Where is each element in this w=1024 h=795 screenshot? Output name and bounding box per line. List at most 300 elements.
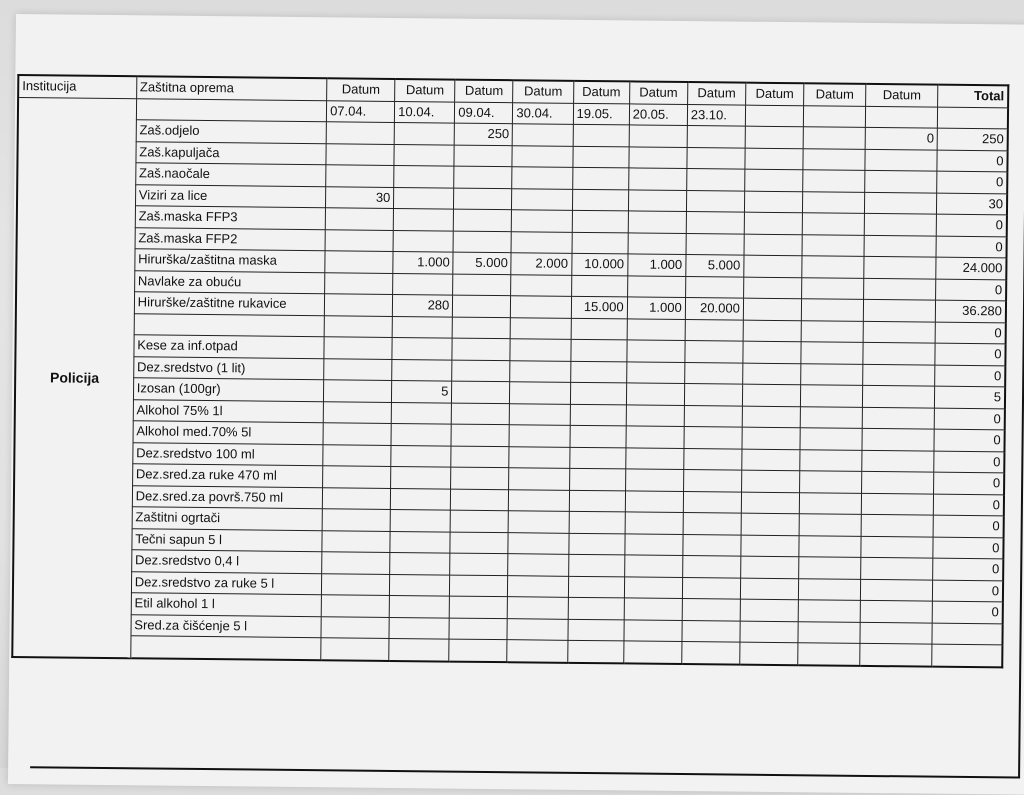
quantity-cell <box>799 557 861 579</box>
quantity-cell <box>801 320 863 342</box>
quantity-cell <box>803 127 865 149</box>
quantity-cell <box>686 212 744 234</box>
quantity-cell <box>454 209 512 231</box>
quantity-cell <box>685 319 743 341</box>
quantity-cell <box>323 466 391 488</box>
quantity-cell <box>390 574 450 596</box>
quantity-cell <box>685 341 743 363</box>
quantity-cell <box>802 277 864 299</box>
quantity-cell <box>860 643 932 666</box>
quantity-cell: 5.000 <box>453 252 511 274</box>
quantity-cell <box>865 149 937 171</box>
quantity-cell <box>740 621 798 643</box>
item-name: Dez.sred.za ruke 470 ml <box>132 464 323 487</box>
total-cell <box>932 644 1002 667</box>
quantity-cell <box>745 126 803 148</box>
quantity-cell <box>682 577 740 599</box>
dates-total-blank <box>938 107 1008 129</box>
quantity-cell <box>572 146 628 168</box>
quantity-cell <box>687 126 745 148</box>
quantity-cell <box>509 425 569 447</box>
quantity-cell <box>322 552 390 574</box>
header-date: Datum <box>455 80 513 103</box>
quantity-cell <box>799 492 861 514</box>
total-cell: 0 <box>935 322 1005 344</box>
item-name: Izosan (100gr) <box>133 378 324 401</box>
quantity-cell <box>568 576 624 598</box>
total-cell: 24.000 <box>936 257 1006 279</box>
quantity-cell <box>626 361 684 383</box>
quantity-cell <box>625 533 683 555</box>
item-name <box>130 636 321 660</box>
quantity-cell <box>389 595 449 617</box>
quantity-cell <box>629 125 687 147</box>
quantity-cell <box>391 488 451 510</box>
item-name: Tečni sapun 5 l <box>132 528 323 551</box>
quantity-cell <box>861 514 933 536</box>
quantity-cell <box>744 234 802 256</box>
quantity-cell <box>452 381 510 403</box>
date-cell: 19.05. <box>573 103 629 125</box>
quantity-cell <box>509 446 569 468</box>
quantity-cell <box>864 213 936 235</box>
quantity-cell <box>864 278 936 300</box>
header-date: Datum <box>804 83 866 106</box>
quantity-cell <box>865 192 937 214</box>
quantity-cell <box>800 449 862 471</box>
total-cell: 0 <box>934 429 1004 451</box>
quantity-cell <box>800 471 862 493</box>
quantity-cell <box>571 275 627 297</box>
quantity-cell <box>803 148 865 170</box>
quantity-cell <box>686 169 744 191</box>
quantity-cell <box>628 211 686 233</box>
quantity-cell <box>860 622 932 644</box>
quantity-cell <box>511 296 571 318</box>
quantity-cell <box>798 578 860 600</box>
quantity-cell <box>623 641 681 664</box>
quantity-cell <box>863 364 935 386</box>
total-cell: 0 <box>937 150 1007 172</box>
quantity-cell <box>454 188 512 210</box>
total-cell: 0 <box>933 515 1003 537</box>
quantity-cell <box>392 337 452 359</box>
quantity-cell: 1.000 <box>393 251 453 273</box>
quantity-cell <box>802 234 864 256</box>
quantity-cell <box>452 338 510 360</box>
quantity-cell <box>567 640 623 663</box>
quantity-cell <box>390 552 450 574</box>
quantity-cell <box>326 122 394 144</box>
quantity-cell <box>627 318 685 340</box>
total-cell: 0 <box>935 365 1005 387</box>
dates-row-blank <box>136 98 327 121</box>
quantity-cell <box>741 556 799 578</box>
quantity-cell <box>570 382 626 404</box>
quantity-cell <box>862 471 934 493</box>
quantity-cell <box>454 166 512 188</box>
quantity-cell <box>392 316 452 338</box>
quantity-cell: 20.000 <box>685 298 743 320</box>
quantity-cell <box>745 169 803 191</box>
document-sheet <box>8 14 1024 795</box>
quantity-cell <box>624 598 682 620</box>
header-equipment: Zaštitna oprema <box>136 76 327 100</box>
total-cell: 0 <box>934 494 1004 516</box>
date-cell: 20.05. <box>629 103 687 125</box>
total-cell: 0 <box>934 472 1004 494</box>
quantity-cell <box>628 232 686 254</box>
quantity-cell <box>394 165 454 187</box>
item-name: Zaš.maska FFP2 <box>135 227 326 250</box>
quantity-cell <box>570 425 626 447</box>
total-cell: 250 <box>937 128 1007 150</box>
quantity-cell <box>744 255 802 277</box>
quantity-cell <box>323 401 391 423</box>
quantity-cell <box>450 553 508 575</box>
quantity-cell <box>683 534 741 556</box>
quantity-cell <box>508 597 568 619</box>
quantity-cell <box>569 511 625 533</box>
quantity-cell <box>685 276 743 298</box>
quantity-cell <box>393 230 453 252</box>
quantity-cell <box>740 642 798 665</box>
header-date: Datum <box>395 79 455 102</box>
quantity-cell <box>626 426 684 448</box>
quantity-cell <box>743 277 801 299</box>
date-cell: 09.04. <box>455 102 513 124</box>
header-date: Datum <box>327 78 395 101</box>
date-cell: 30.04. <box>513 102 573 124</box>
quantity-cell <box>391 402 451 424</box>
quantity-cell <box>860 600 932 622</box>
quantity-cell <box>626 404 684 426</box>
quantity-cell <box>861 579 933 601</box>
quantity-cell <box>625 447 683 469</box>
quantity-cell <box>742 449 800 471</box>
quantity-cell <box>682 642 740 665</box>
header-date: Datum <box>687 82 745 105</box>
quantity-cell: 0 <box>865 127 937 149</box>
quantity-cell <box>861 557 933 579</box>
total-cell: 0 <box>937 171 1007 193</box>
quantity-cell <box>389 617 449 639</box>
quantity-cell <box>510 403 570 425</box>
item-name <box>134 313 325 336</box>
quantity-cell <box>324 294 392 316</box>
quantity-cell <box>628 168 686 190</box>
quantity-cell <box>389 638 449 661</box>
quantity-cell <box>569 490 625 512</box>
quantity-cell <box>743 341 801 363</box>
date-cell: 23.10. <box>687 104 745 126</box>
quantity-cell <box>324 315 392 337</box>
quantity-cell <box>392 359 452 381</box>
quantity-cell <box>802 256 864 278</box>
quantity-cell <box>745 148 803 170</box>
date-cell <box>865 106 937 128</box>
quantity-cell: 2.000 <box>511 253 571 275</box>
quantity-cell <box>742 427 800 449</box>
quantity-cell <box>452 317 510 339</box>
quantity-cell <box>453 274 511 296</box>
quantity-cell <box>861 536 933 558</box>
item-name: Zaš.maska FFP3 <box>135 206 326 229</box>
header-date: Datum <box>573 81 629 104</box>
quantity-cell: 250 <box>455 123 513 145</box>
quantity-cell <box>325 229 393 251</box>
item-name: Sred.za čišćenje 5 l <box>131 614 322 637</box>
quantity-cell <box>393 273 453 295</box>
quantity-cell <box>324 337 392 359</box>
quantity-cell <box>509 489 569 511</box>
quantity-cell <box>390 509 450 531</box>
quantity-cell <box>573 124 629 146</box>
total-cell: 30 <box>937 193 1007 215</box>
quantity-cell <box>682 620 740 642</box>
quantity-cell <box>449 618 507 640</box>
quantity-cell <box>801 299 863 321</box>
quantity-cell <box>322 487 390 509</box>
quantity-cell <box>391 466 451 488</box>
total-cell: 0 <box>933 580 1003 602</box>
quantity-cell <box>801 342 863 364</box>
quantity-cell <box>684 384 742 406</box>
quantity-cell <box>454 145 512 167</box>
quantity-cell <box>802 191 864 213</box>
quantity-cell <box>452 360 510 382</box>
quantity-cell <box>512 145 572 167</box>
quantity-cell <box>627 275 685 297</box>
quantity-cell <box>326 165 394 187</box>
quantity-cell <box>325 272 393 294</box>
institution-name: Policija <box>12 97 136 658</box>
quantity-cell <box>865 170 937 192</box>
quantity-cell <box>324 358 392 380</box>
total-cell: 36.280 <box>936 300 1006 322</box>
quantity-cell: 15.000 <box>571 296 627 318</box>
quantity-cell <box>450 575 508 597</box>
quantity-cell <box>568 619 624 641</box>
quantity-cell <box>741 535 799 557</box>
quantity-cell <box>451 489 509 511</box>
total-cell: 0 <box>933 537 1003 559</box>
quantity-cell <box>742 406 800 428</box>
quantity-cell <box>450 532 508 554</box>
quantity-cell <box>512 210 572 232</box>
quantity-cell <box>322 530 390 552</box>
quantity-cell <box>451 424 509 446</box>
quantity-cell <box>569 468 625 490</box>
item-name: Etil alkohol 1 l <box>131 593 322 616</box>
equipment-table <box>11 74 1009 668</box>
quantity-cell <box>863 342 935 364</box>
quantity-cell <box>323 444 391 466</box>
quantity-cell <box>510 339 570 361</box>
quantity-cell: 1.000 <box>627 297 685 319</box>
quantity-cell <box>683 513 741 535</box>
quantity-cell: 5 <box>392 380 452 402</box>
quantity-cell <box>798 643 860 666</box>
quantity-cell <box>863 299 935 321</box>
quantity-cell: 280 <box>393 294 453 316</box>
item-name: Alkohol 75% 1l <box>133 399 324 422</box>
quantity-cell <box>507 618 567 640</box>
quantity-cell <box>453 231 511 253</box>
quantity-cell <box>740 599 798 621</box>
item-name: Zaš.odjelo <box>136 120 327 143</box>
header-date: Datum <box>866 84 938 107</box>
quantity-cell <box>569 447 625 469</box>
quantity-cell <box>322 509 390 531</box>
item-name: Zaš.naočale <box>135 163 326 186</box>
quantity-cell <box>801 363 863 385</box>
quantity-cell <box>321 616 389 638</box>
total-cell: 0 <box>934 408 1004 430</box>
quantity-cell <box>508 532 568 554</box>
quantity-cell <box>743 320 801 342</box>
quantity-cell <box>800 406 862 428</box>
quantity-cell: 1.000 <box>627 254 685 276</box>
item-name: Viziri za lice <box>135 184 326 207</box>
quantity-cell <box>798 600 860 622</box>
total-cell: 0 <box>933 558 1003 580</box>
quantity-cell <box>507 640 567 663</box>
quantity-cell <box>572 232 628 254</box>
quantity-cell <box>326 143 394 165</box>
quantity-cell <box>452 403 510 425</box>
total-cell: 0 <box>936 279 1006 301</box>
quantity-cell <box>861 493 933 515</box>
quantity-cell <box>391 423 451 445</box>
item-name: Zaš.kapuljača <box>136 141 327 164</box>
quantity-cell <box>800 385 862 407</box>
quantity-cell <box>864 235 936 257</box>
quantity-cell: 10.000 <box>571 253 627 275</box>
quantity-cell <box>323 423 391 445</box>
total-cell: 5 <box>935 386 1005 408</box>
quantity-cell <box>624 576 682 598</box>
quantity-cell <box>627 340 685 362</box>
quantity-cell <box>743 363 801 385</box>
quantity-cell <box>568 597 624 619</box>
quantity-cell <box>741 513 799 535</box>
quantity-cell <box>393 208 453 230</box>
quantity-cell <box>510 382 570 404</box>
quantity-cell <box>508 554 568 576</box>
quantity-cell <box>390 531 450 553</box>
quantity-cell <box>394 122 454 144</box>
quantity-cell <box>324 380 392 402</box>
quantity-cell <box>450 510 508 532</box>
quantity-cell <box>513 124 573 146</box>
quantity-cell <box>568 533 624 555</box>
item-name: Zaštitni ogrtači <box>132 507 323 530</box>
quantity-cell <box>394 187 454 209</box>
item-name: Kese za inf.otpad <box>134 335 325 358</box>
quantity-cell <box>742 384 800 406</box>
quantity-cell <box>743 298 801 320</box>
item-name: Dez.sredstvo 0,4 l <box>131 550 322 573</box>
item-name: Alkohol med.70% 5l <box>133 421 324 444</box>
quantity-cell <box>625 490 683 512</box>
quantity-cell <box>799 535 861 557</box>
quantity-cell <box>325 208 393 230</box>
quantity-cell <box>511 231 571 253</box>
quantity-cell <box>509 468 569 490</box>
quantity-cell <box>625 512 683 534</box>
total-cell <box>932 623 1002 645</box>
quantity-cell <box>394 144 454 166</box>
quantity-cell <box>684 448 742 470</box>
total-cell: 0 <box>935 343 1005 365</box>
quantity-cell <box>686 233 744 255</box>
quantity-cell <box>862 428 934 450</box>
quantity-cell <box>798 621 860 643</box>
quantity-cell <box>451 467 509 489</box>
quantity-cell <box>687 147 745 169</box>
quantity-cell <box>803 170 865 192</box>
quantity-cell <box>864 256 936 278</box>
item-name: Navlake za obuću <box>134 270 325 293</box>
quantity-cell <box>321 638 389 661</box>
quantity-cell <box>571 318 627 340</box>
quantity-cell <box>512 167 572 189</box>
date-cell: 10.04. <box>395 101 455 123</box>
quantity-cell <box>626 383 684 405</box>
total-cell: 0 <box>936 214 1006 236</box>
item-name: Hirurška/zaštitna maska <box>135 249 326 272</box>
quantity-cell <box>511 317 571 339</box>
item-name: Dez.sredstvo 100 ml <box>133 442 324 465</box>
quantity-cell <box>570 404 626 426</box>
quantity-cell <box>325 251 393 273</box>
total-cell: 0 <box>934 451 1004 473</box>
quantity-cell <box>686 190 744 212</box>
quantity-cell <box>572 167 628 189</box>
quantity-cell <box>568 554 624 576</box>
quantity-cell <box>862 450 934 472</box>
header-date: Datum <box>745 83 803 106</box>
date-cell <box>803 105 865 127</box>
date-cell: 07.04. <box>326 100 394 122</box>
quantity-cell <box>391 445 451 467</box>
quantity-cell <box>683 470 741 492</box>
quantity-cell <box>863 385 935 407</box>
quantity-cell <box>684 362 742 384</box>
quantity-cell <box>802 213 864 235</box>
quantity-cell <box>322 573 390 595</box>
header-date: Datum <box>629 81 687 104</box>
quantity-cell <box>799 514 861 536</box>
quantity-cell <box>741 492 799 514</box>
total-cell: 0 <box>932 601 1002 623</box>
quantity-cell <box>862 407 934 429</box>
quantity-cell <box>508 575 568 597</box>
quantity-cell <box>744 212 802 234</box>
quantity-cell <box>453 295 511 317</box>
quantity-cell <box>682 599 740 621</box>
quantity-cell <box>572 210 628 232</box>
quantity-cell: 30 <box>326 186 394 208</box>
quantity-cell <box>629 146 687 168</box>
quantity-cell <box>572 189 628 211</box>
quantity-cell <box>682 556 740 578</box>
item-name: Dez.sredstvo za ruke 5 l <box>131 571 322 594</box>
quantity-cell <box>450 596 508 618</box>
quantity-cell <box>741 470 799 492</box>
quantity-cell <box>451 446 509 468</box>
